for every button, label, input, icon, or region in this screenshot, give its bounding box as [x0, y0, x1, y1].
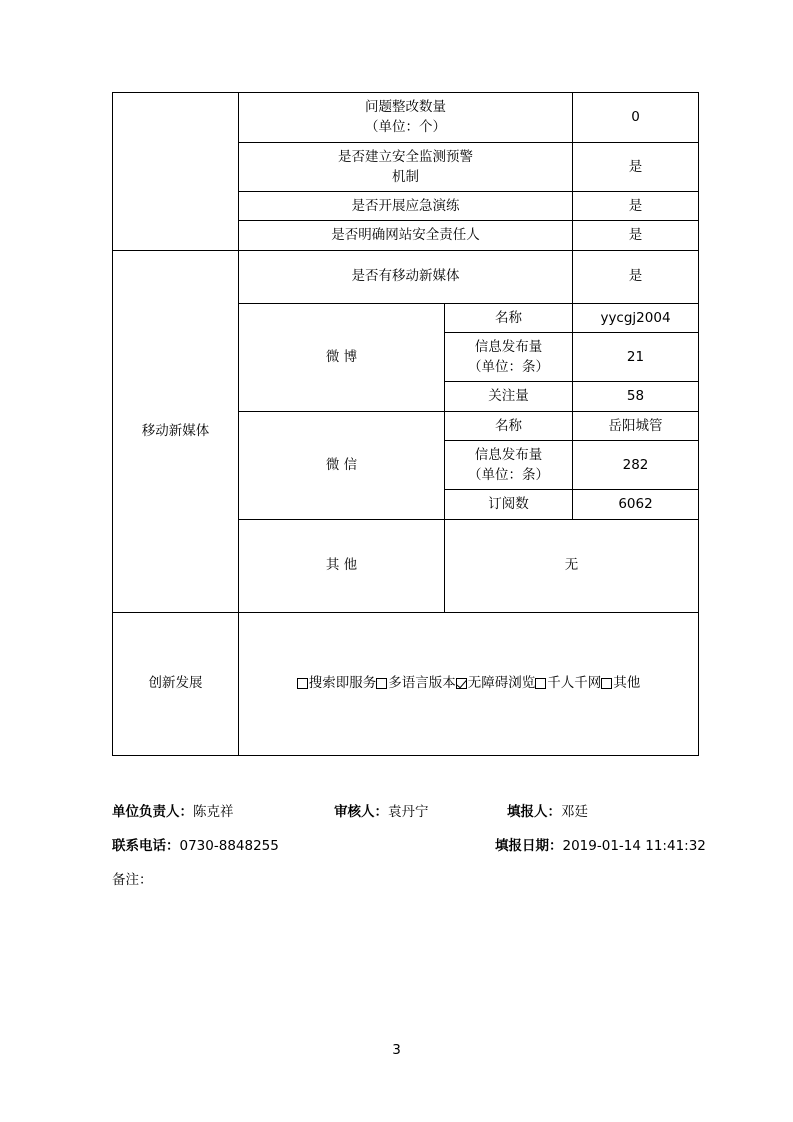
reporter-label: 填报人： [507, 804, 561, 820]
weibo-post-count-value: 21 [573, 332, 699, 382]
phone-field [112, 834, 279, 854]
weibo-followers-label: 关注量 [445, 382, 573, 411]
innovation-option-personalized[interactable] [535, 673, 601, 693]
date-label: 填报日期： [495, 838, 563, 854]
reporter-value: 邓廷 [561, 804, 588, 820]
checkbox-icon[interactable] [376, 678, 387, 689]
phone-value: 0730-8848255 [179, 838, 279, 854]
checkbox-icon[interactable] [535, 678, 546, 689]
subgroup-label-weibo: 微 博 [239, 303, 445, 411]
label-line2: （单位：条） [468, 359, 549, 375]
checkbox-checked-icon[interactable] [456, 678, 467, 689]
group-label-mobile-media: 移动新媒体 [113, 250, 239, 612]
footer-block [112, 800, 712, 902]
innovation-option-label: 搜索即服务 [308, 675, 377, 692]
row-value-has-mobile-media: 是 [573, 250, 699, 303]
row-value-early-warning: 是 [573, 142, 699, 192]
weixin-post-count-label [445, 440, 573, 490]
innovation-option-label: 无障碍浏览 [467, 675, 536, 692]
reviewer-field [334, 800, 429, 820]
row-label-issue-fix [239, 93, 573, 143]
weibo-post-count-label [445, 332, 573, 382]
unit-head-label: 单位负责人： [112, 804, 193, 820]
innovation-options-cell [239, 612, 699, 755]
innovation-option-other[interactable] [601, 673, 640, 693]
page-number: 3 [392, 1042, 401, 1058]
report-table [112, 92, 699, 756]
date-field [495, 834, 706, 854]
weixin-name-value: 岳阳城管 [573, 411, 699, 440]
innovation-option-accessibility[interactable] [456, 673, 536, 693]
checkbox-icon[interactable] [601, 678, 612, 689]
innovation-option-search-as-service[interactable] [297, 673, 377, 693]
row-label-emergency-drill: 是否开展应急演练 [239, 192, 573, 221]
row-label-line2: （单位：个） [365, 119, 446, 136]
weibo-name-value: yycgj2004 [573, 303, 699, 332]
table-row [113, 612, 699, 755]
reporter-field [507, 800, 588, 820]
reviewer-label: 审核人： [334, 804, 388, 820]
other-media-label: 其 他 [239, 519, 445, 612]
other-media-value: 无 [445, 519, 699, 612]
innovation-option-multilanguage[interactable] [376, 673, 456, 693]
footer-row-people [112, 800, 712, 834]
row-label-line1: 是否建立安全监测预警 [338, 148, 473, 165]
weixin-name-label: 名称 [445, 411, 573, 440]
innovation-label: 创新发展 [113, 612, 239, 755]
unit-head-value: 陈克祥 [193, 804, 234, 820]
remark-label: 备注： [112, 872, 153, 888]
unit-head-field [112, 800, 234, 820]
footer-row-contact [112, 834, 712, 868]
label-line2: （单位：条） [468, 467, 549, 483]
label-line1: 信息发布量 [474, 338, 543, 355]
row-value-issue-fix: 0 [573, 93, 699, 143]
table-row [113, 93, 699, 143]
date-value: 2019-01-14 11:41:32 [562, 838, 706, 854]
row-label-security-owner: 是否明确网站安全责任人 [239, 221, 573, 250]
innovation-checkbox-group [241, 673, 696, 693]
row-label-early-warning [239, 142, 573, 192]
row-label-line1: 问题整改数量 [365, 99, 446, 115]
weibo-followers-value: 58 [573, 382, 699, 411]
row-label-line2: 机制 [392, 168, 419, 185]
phone-label: 联系电话： [112, 838, 180, 854]
label-line1: 信息发布量 [474, 446, 543, 463]
weixin-subscribers-label: 订阅数 [445, 490, 573, 519]
innovation-option-label: 其他 [613, 675, 641, 692]
row-label-has-mobile-media: 是否有移动新媒体 [239, 250, 573, 303]
table-row [113, 250, 699, 303]
innovation-option-label: 千人千网 [547, 675, 602, 692]
group-cell-empty [113, 93, 239, 251]
subgroup-label-weixin: 微 信 [239, 411, 445, 519]
weixin-post-count-value: 282 [573, 440, 699, 490]
weibo-name-label: 名称 [445, 303, 573, 332]
innovation-option-label: 多语言版本 [388, 675, 456, 692]
weixin-subscribers-value: 6062 [573, 490, 699, 519]
row-value-security-owner: 是 [573, 221, 699, 250]
row-value-emergency-drill: 是 [573, 192, 699, 221]
checkbox-icon[interactable] [297, 678, 308, 689]
footer-row-remark [112, 868, 712, 902]
reviewer-value: 袁丹宁 [388, 804, 429, 820]
